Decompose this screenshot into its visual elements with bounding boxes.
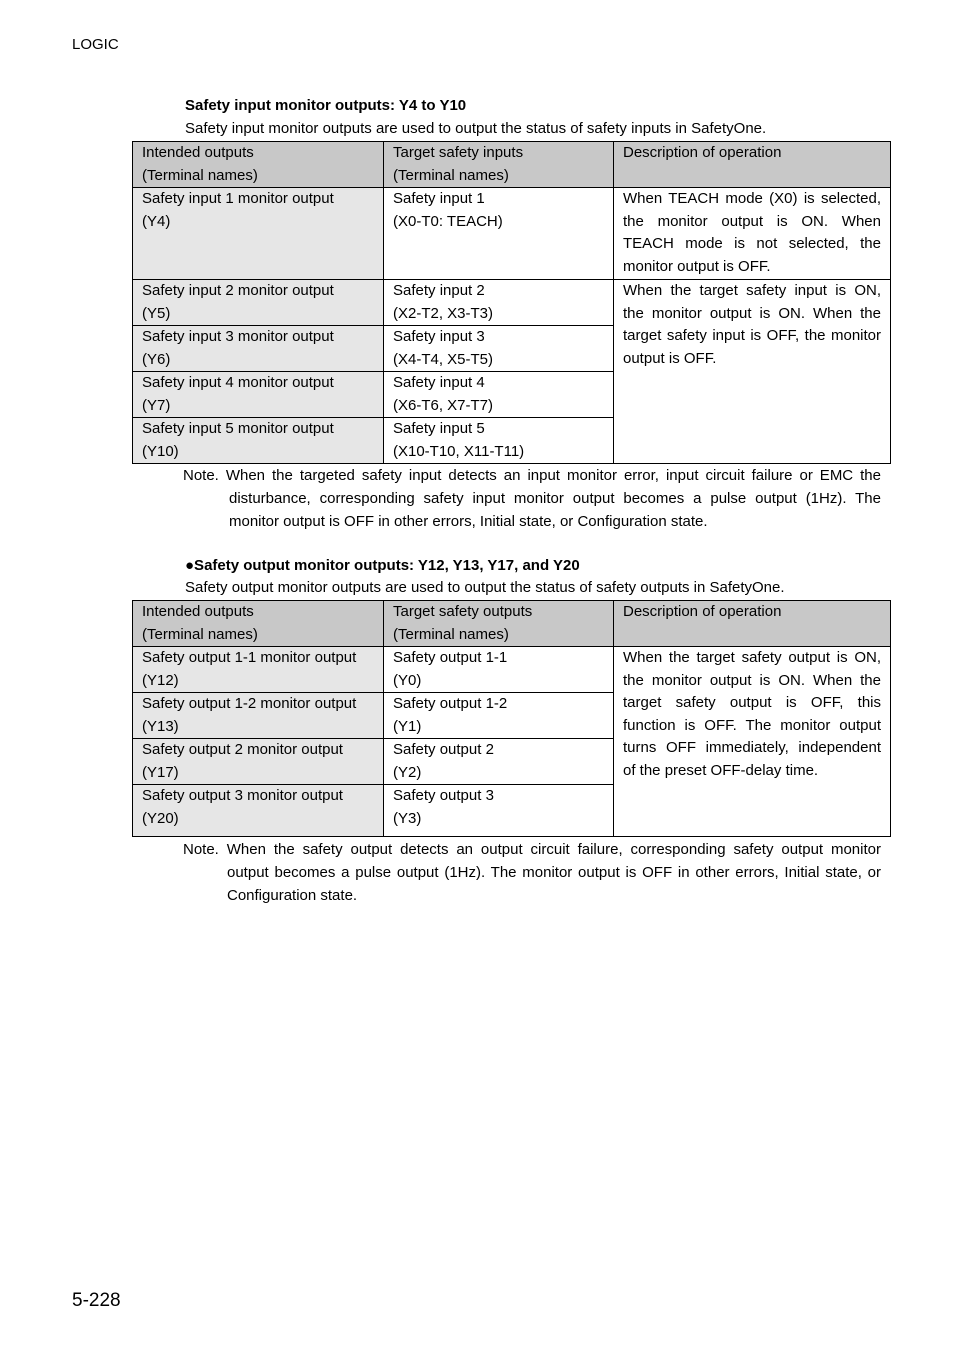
table-header-row — [133, 601, 891, 647]
section-intro-output-monitor: Safety output monitor outputs are used to output the status of safety outputs in SafetyOne. — [185, 579, 785, 596]
description-cell: When the target safety output is ON, the monitor output is ON. When the target safety output is OFF, this function is OFF. The monitor output turns OFF immediately, independent of the preset OFF-delay time. — [614, 647, 891, 837]
intended-output-cell: Safety output 2 monitor output (Y17) — [133, 739, 384, 785]
intended-output-cell: Safety input 4 monitor output (Y7) — [133, 372, 384, 418]
intended-output-cell: Safety output 3 monitor output (Y20) — [133, 785, 384, 837]
table-header-row — [133, 142, 891, 188]
input-monitor-table — [132, 141, 891, 464]
output-monitor-table — [132, 600, 891, 837]
target-input-cell: Safety input 4 (X6-T6, X7-T7) — [384, 372, 614, 418]
header-intended-outputs: Intended outputs (Terminal names) — [133, 142, 384, 188]
intended-output-cell: Safety input 1 monitor output (Y4) — [133, 188, 384, 280]
description-cell: When TEACH mode (X0) is selected, the monitor output is ON. When TEACH mode is not selected, the monitor output is OFF. — [614, 188, 891, 280]
target-output-cell: Safety output 1-2 (Y1) — [384, 693, 614, 739]
target-input-cell: Safety input 5 (X10-T10, X11-T11) — [384, 418, 614, 464]
header-description: Description of operation — [614, 142, 891, 188]
target-input-cell: Safety input 1 (X0-T0: TEACH) — [384, 188, 614, 280]
intended-output-cell: Safety output 1-1 monitor output (Y12) — [133, 647, 384, 693]
table-row — [133, 647, 891, 693]
header-target-outputs: Target safety outputs (Terminal names) — [384, 601, 614, 647]
target-output-cell: Safety output 2 (Y2) — [384, 739, 614, 785]
running-header: LOGIC — [72, 36, 119, 53]
intended-output-cell: Safety input 2 monitor output (Y5) — [133, 280, 384, 326]
intended-output-cell: Safety output 1-2 monitor output (Y13) — [133, 693, 384, 739]
target-input-cell: Safety input 3 (X4-T4, X5-T5) — [384, 326, 614, 372]
section-intro-input-monitor: Safety input monitor outputs are used to output the status of safety inputs in SafetyOne. — [185, 120, 767, 137]
output-monitor-note: Note. When the safety output detects an output circuit failure, corresponding safety output monitor output becomes a pulse output (1Hz). The monitor output is OFF in other errors, Initial state, or Configuration state. — [183, 841, 881, 904]
header-target-inputs: Target safety inputs (Terminal names) — [384, 142, 614, 188]
table-row — [133, 188, 891, 280]
target-output-cell: Safety output 1-1 (Y0) — [384, 647, 614, 693]
header-intended-outputs: Intended outputs (Terminal names) — [133, 601, 384, 647]
description-cell: When the target safety input is ON, the monitor output is ON. When the target safety input is OFF, the monitor output is OFF. — [614, 280, 891, 464]
header-description: Description of operation — [614, 601, 891, 647]
intended-output-cell: Safety input 3 monitor output (Y6) — [133, 326, 384, 372]
target-output-cell: Safety output 3 (Y3) — [384, 785, 614, 837]
section-title-output-monitor: ●Safety output monitor outputs: Y12, Y13, Y17, and Y20 — [185, 557, 580, 574]
target-input-cell: Safety input 2 (X2-T2, X3-T3) — [384, 280, 614, 326]
intended-output-cell: Safety input 5 monitor output (Y10) — [133, 418, 384, 464]
table-row — [133, 280, 891, 326]
section-title-input-monitor: Safety input monitor outputs: Y4 to Y10 — [185, 97, 467, 114]
input-monitor-note: Note. When the targeted safety input detects an input monitor error, input circuit failure or EMC the disturbance, corresponding safety input monitor output becomes a pulse output (1Hz). The monitor output is OFF in other errors, Initial state, or Configuration state. — [183, 467, 881, 530]
page-number: 5-228 — [72, 1290, 121, 1311]
